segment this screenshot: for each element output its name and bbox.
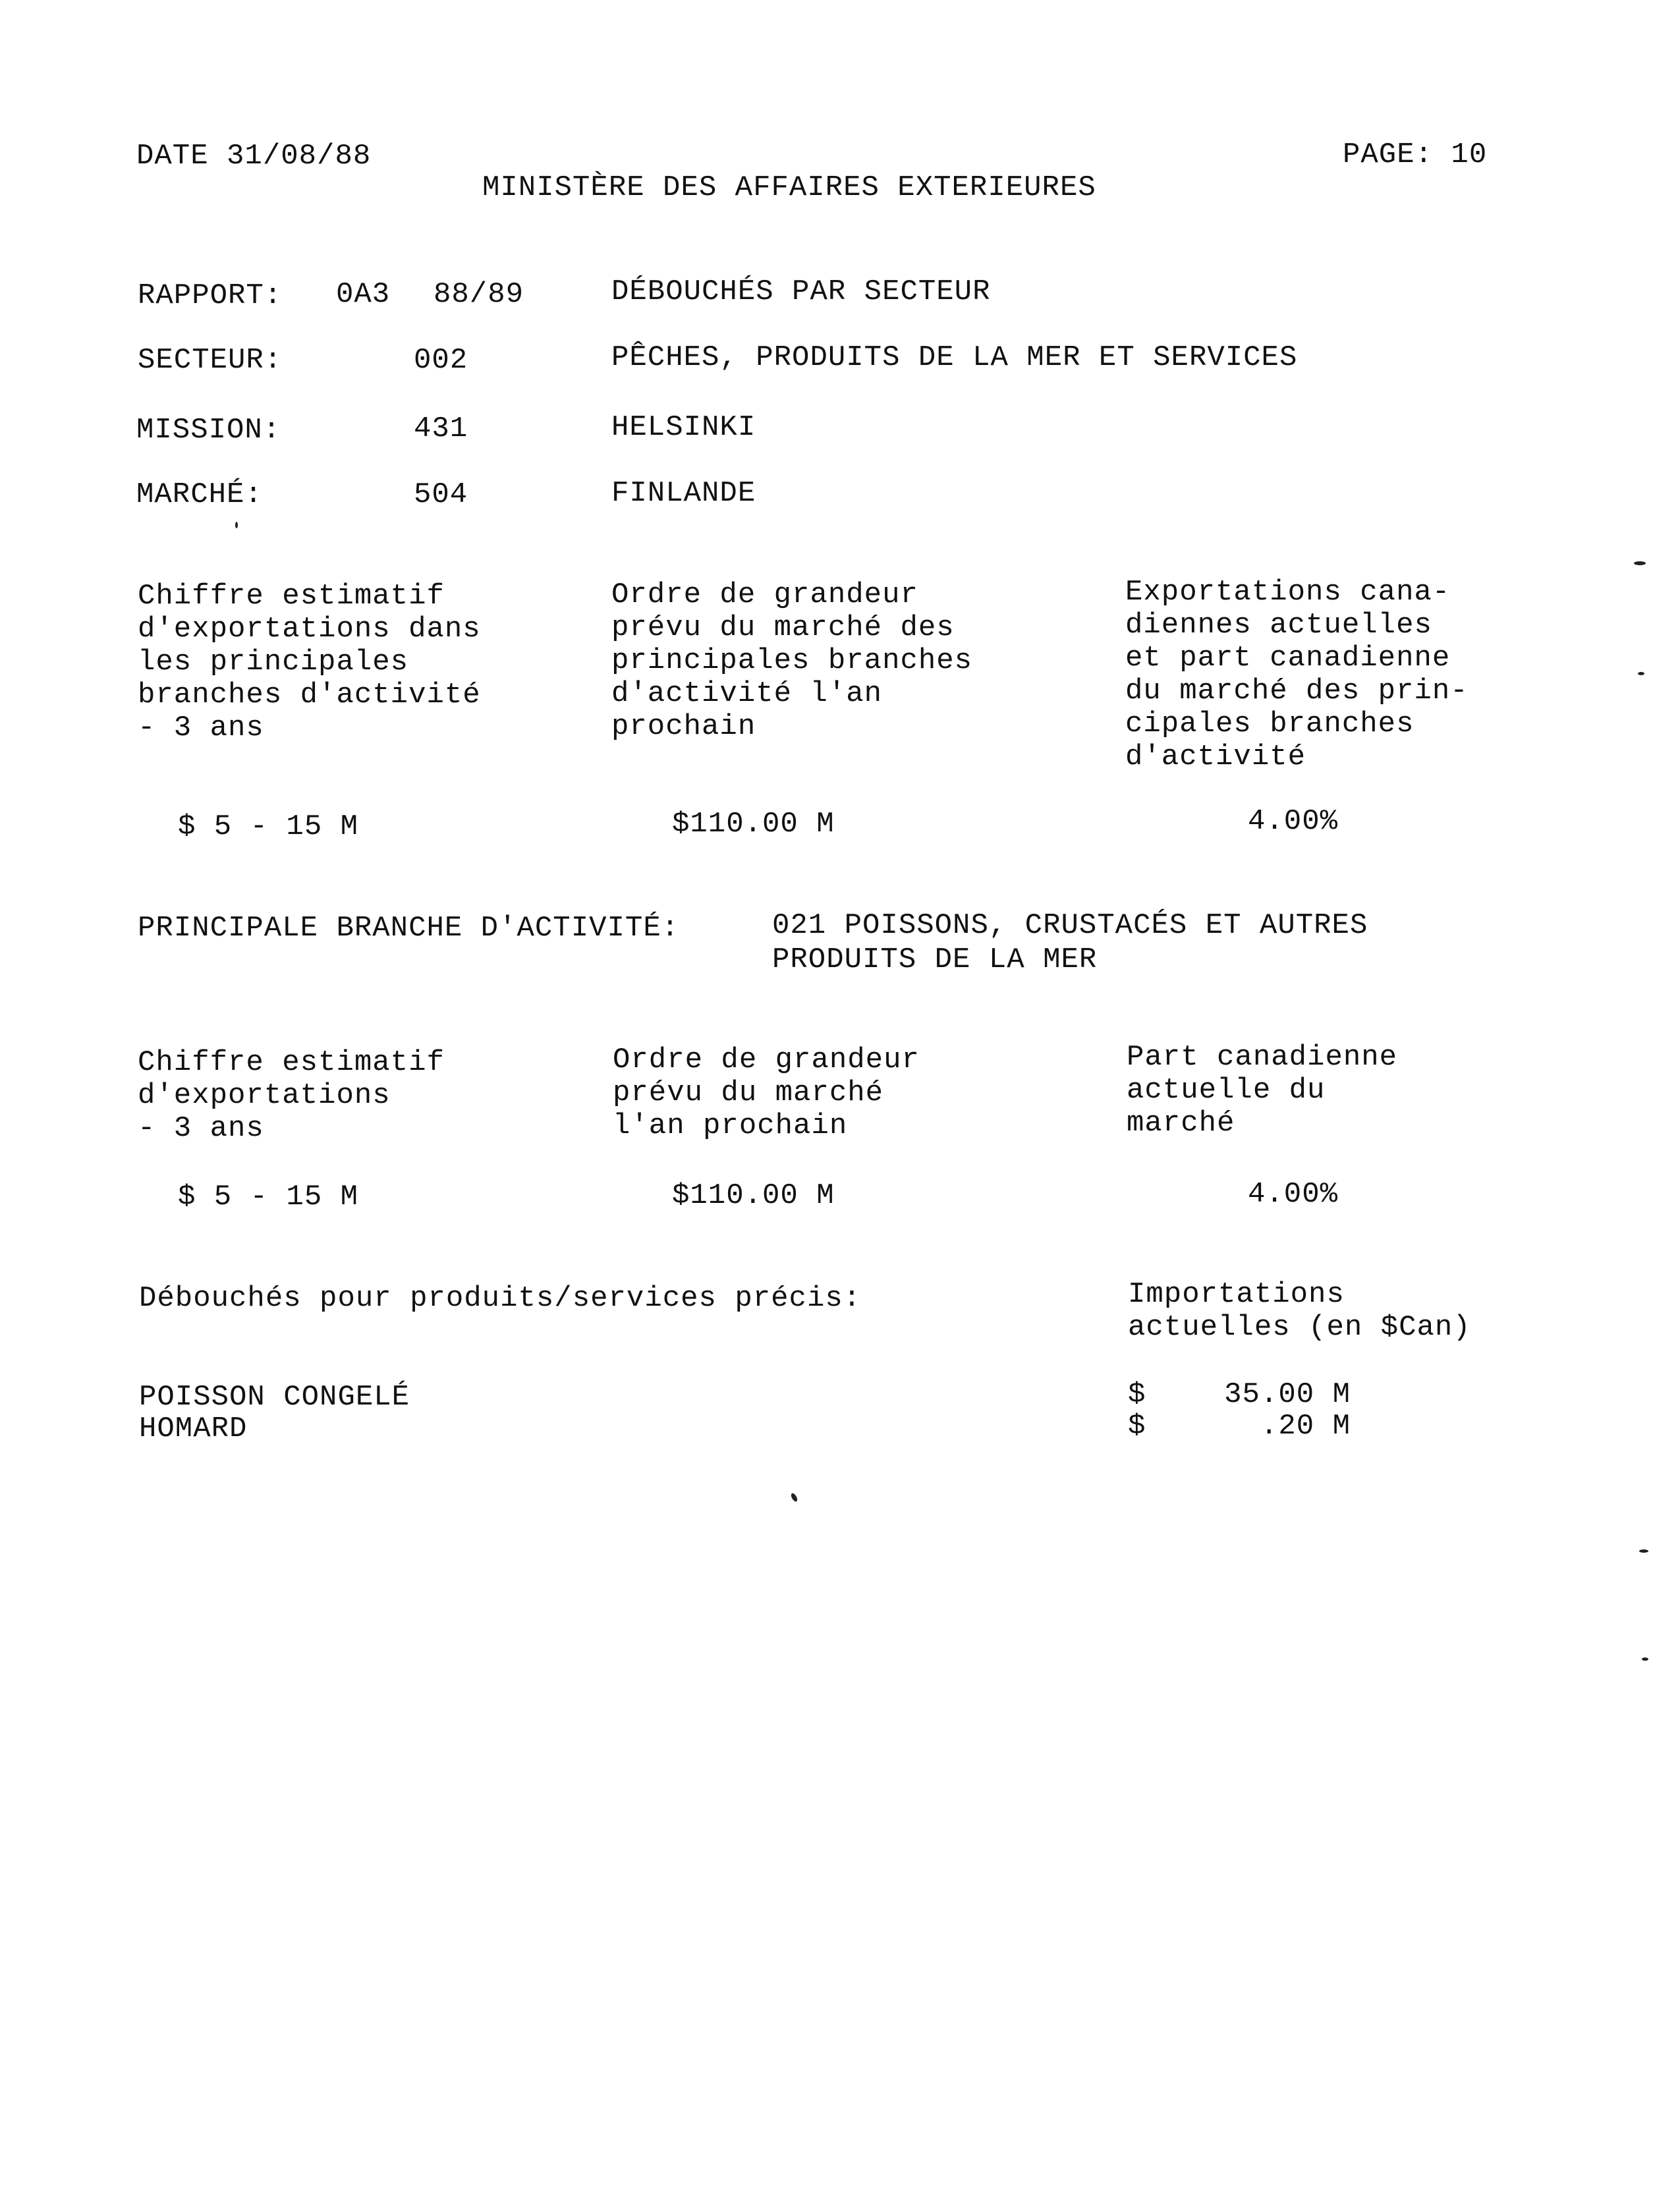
report-date: DATE 31/08/88 (136, 140, 372, 173)
scan-speck (1639, 1549, 1648, 1553)
imports-heading-line2: actuelles (en $Can) (1128, 1311, 1471, 1344)
heading-line: et part canadienne (1125, 642, 1451, 675)
heading-line: les principales (138, 646, 409, 679)
heading-line: d'exportations dans (138, 613, 481, 646)
heading-line: d'exportations (138, 1079, 391, 1112)
scan-speck (790, 1492, 798, 1503)
heading-line: prévu du marché (613, 1076, 884, 1109)
heading-line: Ordre de grandeur (613, 1044, 920, 1076)
heading-line: - 3 ans (138, 711, 264, 744)
section1-export-estimate: $ 5 - 15 M (178, 810, 359, 843)
rapport-label: RAPPORT: (138, 279, 283, 312)
ministry-title: MINISTÈRE DES AFFAIRES EXTERIEURES (482, 171, 1096, 204)
heading-line: Chiffre estimatif (138, 580, 445, 613)
section2-market-size: $110.00 M (672, 1179, 835, 1212)
branche-line1: 021 POISSONS, CRUSTACÉS ET AUTRES (772, 909, 1368, 942)
heading-line: Part canadienne (1127, 1041, 1398, 1074)
section1-col1-heading (138, 580, 481, 744)
section2-canadian-share: 4.00% (1248, 1178, 1339, 1211)
page-number: PAGE: 10 (1343, 138, 1488, 171)
marche-code: 504 (414, 478, 468, 511)
heading-line: branches d'activité (138, 679, 481, 711)
rapport-year: 88/89 (434, 278, 524, 311)
heading-line: d'activité (1125, 740, 1306, 773)
product-name: POISSON CONGELÉ (139, 1381, 410, 1414)
scan-speck (1638, 672, 1644, 675)
product-amount: 35.00 M (1224, 1378, 1351, 1411)
branche-label: PRINCIPALE BRANCHE D'ACTIVITÉ: (138, 912, 680, 945)
secteur-code: 002 (414, 344, 468, 377)
heading-line: d'activité l'an (611, 677, 883, 710)
scan-speck (235, 522, 238, 528)
heading-line: diennes actuelles (1125, 609, 1432, 642)
heading-line: du marché des prin- (1125, 675, 1469, 708)
section1-col3-heading (1125, 576, 1469, 773)
heading-line: Exportations cana- (1125, 576, 1451, 609)
heading-line: prochain (611, 710, 756, 743)
heading-line: prévu du marché des (611, 611, 955, 644)
section2-col1-heading (138, 1046, 445, 1145)
heading-line: principales branches (611, 644, 973, 677)
product-currency: $ (1128, 1378, 1146, 1411)
heading-line: marché (1127, 1107, 1235, 1140)
marche-description: FINLANDE (611, 477, 756, 510)
section2-col2-heading (613, 1044, 920, 1142)
heading-line: cipales branches (1125, 708, 1414, 740)
heading-line: Chiffre estimatif (138, 1046, 445, 1079)
branche-line2: PRODUITS DE LA MER (772, 943, 1098, 976)
product-amount: .20 M (1260, 1410, 1351, 1443)
debouches-label: Débouchés pour produits/services précis: (139, 1282, 862, 1315)
mission-description: HELSINKI (611, 411, 756, 444)
heading-line: - 3 ans (138, 1112, 264, 1145)
imports-heading-line1: Importations (1128, 1278, 1345, 1311)
scan-speck (1634, 561, 1646, 565)
mission-code: 431 (414, 412, 468, 445)
heading-line: actuelle du (1127, 1074, 1326, 1107)
mission-label: MISSION: (136, 414, 281, 447)
secteur-description: PÊCHES, PRODUITS DE LA MER ET SERVICES (611, 341, 1298, 374)
rapport-description: DÉBOUCHÉS PAR SECTEUR (611, 275, 991, 308)
product-currency: $ (1128, 1410, 1146, 1443)
scan-speck (1642, 1657, 1648, 1661)
section1-market-size: $110.00 M (672, 808, 835, 841)
heading-line: Ordre de grandeur (611, 578, 918, 611)
section2-col3-heading (1127, 1041, 1397, 1140)
section2-export-estimate: $ 5 - 15 M (178, 1181, 359, 1213)
secteur-label: SECTEUR: (138, 344, 283, 377)
rapport-code: 0A3 (336, 278, 391, 311)
marche-label: MARCHÉ: (136, 478, 263, 511)
section1-col2-heading (611, 578, 972, 743)
section1-canadian-share: 4.00% (1248, 805, 1339, 838)
heading-line: l'an prochain (613, 1109, 848, 1142)
product-name: HOMARD (139, 1412, 248, 1445)
